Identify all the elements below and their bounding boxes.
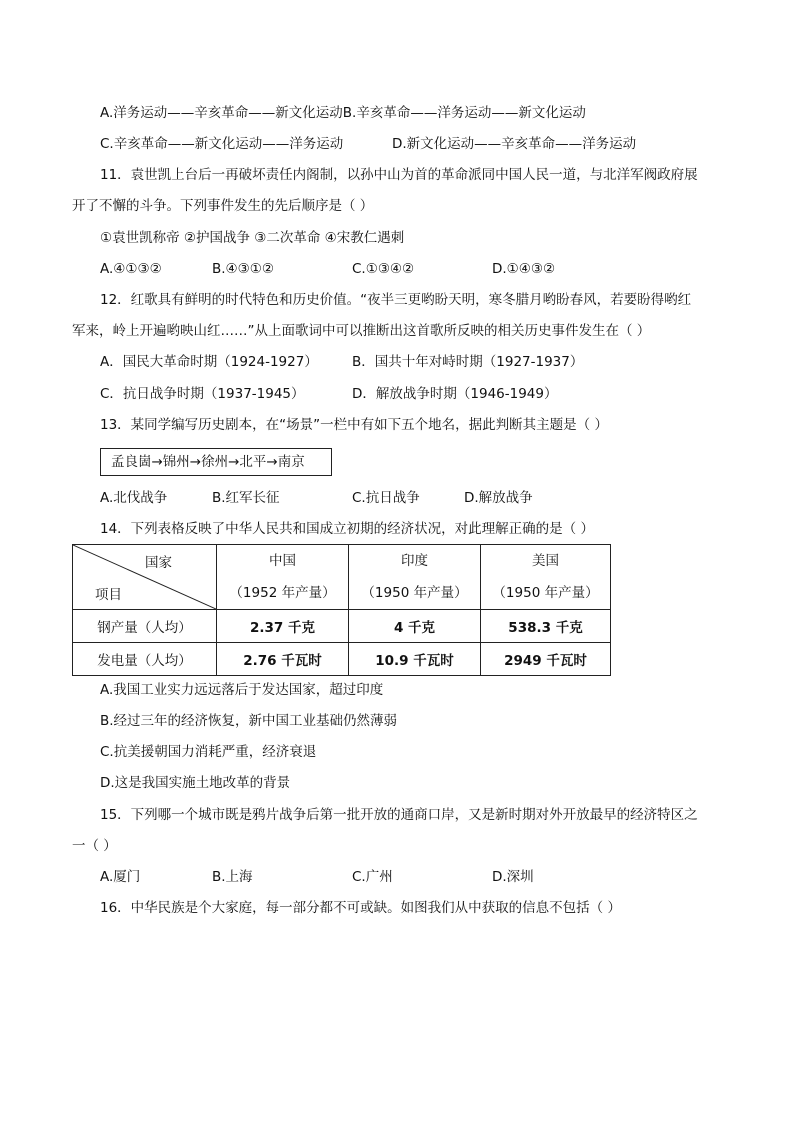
table-row	[73, 610, 611, 643]
table-row	[73, 643, 611, 676]
cell-value: 2.37 千克	[217, 610, 349, 643]
q12-stem-line-2: 军来，岭上开遍哟映山红……”从上面歌词中可以推断出这首歌所反映的相关历史事件发生在（ ）	[72, 323, 651, 339]
q11-stem-line-2: 开了不懈的斗争。下列事件发生的先后顺序是（ ）	[72, 198, 374, 214]
table-header-row	[73, 545, 611, 610]
table-header-india	[349, 545, 481, 610]
q13-option-a: A.北伐战争	[100, 490, 168, 506]
q15-stem-line-1: 15．下列哪一个城市既是鸦片战争后第一批开放的通商口岸，又是新时期对外开放最早的经济特区之	[100, 807, 698, 823]
q12-stem-line-1: 12．红歌具有鲜明的时代特色和历史价值。“夜半三更哟盼天明，寒冬腊月哟盼春风，若要盼得哟红	[100, 292, 692, 308]
q12-options-row-1	[100, 352, 583, 372]
header-year: （1952 年产量）	[229, 585, 336, 601]
q14-option-b: B.经过三年的经济恢复，新中国工业基础仍然薄弱	[100, 713, 398, 729]
corner-label-item: 项目	[95, 587, 122, 603]
q12-options-row-2	[100, 384, 557, 404]
q12-option-a: A．国民大革命时期（1924-1927）	[100, 354, 318, 370]
q13-option-c: C.抗日战争	[352, 490, 420, 506]
q12-option-c: C．抗日战争时期（1937-1945）	[100, 386, 305, 402]
q10-option-d: D.新文化运动——辛亥革命——洋务运动	[392, 136, 637, 152]
row-label-electricity: 发电量（人均）	[73, 643, 217, 676]
economy-comparison-table	[72, 544, 611, 676]
cell-value: 2.76 千瓦时	[217, 643, 349, 676]
q14-option-c: C.抗美援朝国力消耗严重，经济衰退	[100, 744, 317, 760]
q10-options-row-2	[100, 134, 636, 154]
q13-stem: 13．某同学编写历史剧本，在“场景”一栏中有如下五个地名，据此判断其主题是（ ）	[100, 417, 608, 433]
header-country: 中国	[269, 553, 296, 569]
q14-stem: 14．下列表格反映了中华人民共和国成立初期的经济状况，对此理解正确的是（ ）	[100, 521, 594, 537]
header-country: 美国	[532, 553, 559, 569]
q12-option-d: D．解放战争时期（1946-1949）	[352, 386, 558, 402]
header-country: 印度	[401, 553, 428, 569]
q11-option-c: C.①③④②	[352, 261, 415, 277]
q13-route-box: 孟良崮→锦州→徐州→北平→南京	[100, 448, 332, 476]
q14-option-d: D.这是我国实施土地改革的背景	[100, 775, 291, 791]
q13-options	[100, 488, 533, 508]
row-label-steel: 钢产量（人均）	[73, 610, 217, 643]
q16-stem: 16．中华民族是个大家庭，每一部分都不可或缺。如图我们从中获取的信息不包括（ ）	[100, 900, 621, 916]
q11-option-a: A.④①③②	[100, 261, 162, 277]
q11-options	[100, 259, 555, 279]
table-header-china	[217, 545, 349, 610]
q13-option-d: D.解放战争	[464, 490, 533, 506]
q15-options	[100, 867, 534, 887]
cell-value: 2949 千瓦时	[481, 643, 611, 676]
corner-label-country: 国家	[145, 555, 172, 571]
table-corner-cell	[73, 545, 217, 610]
q15-option-b: B.上海	[212, 869, 253, 885]
q11-events: ①袁世凯称帝 ②护国战争 ③二次革命 ④宋教仁遇刺	[100, 230, 405, 246]
q10-option-a: A.洋务运动——辛亥革命——新文化运动	[100, 105, 343, 121]
q15-option-a: A.厦门	[100, 869, 141, 885]
cell-value: 10.9 千瓦时	[349, 643, 481, 676]
cell-value: 538.3 千克	[481, 610, 611, 643]
q15-stem-line-2: 一（ ）	[72, 838, 117, 854]
header-year: （1950 年产量）	[361, 585, 468, 601]
table-header-usa	[481, 545, 611, 610]
q10-option-c: C.辛亥革命——新文化运动——洋务运动	[100, 136, 344, 152]
q10-option-b: B.辛亥革命——洋务运动——新文化运动	[342, 105, 586, 121]
q15-option-c: C.广州	[352, 869, 393, 885]
q11-option-d: D.①④③②	[492, 261, 556, 277]
cell-value: 4 千克	[349, 610, 481, 643]
q13-option-b: B.红军长征	[212, 490, 280, 506]
q11-stem-line-1: 11．袁世凯上台后一再破坏责任内阁制，以孙中山为首的革命派同中国人民一道，与北洋军阀政府展	[100, 167, 698, 183]
q15-option-d: D.深圳	[492, 869, 534, 885]
q14-option-a: A.我国工业实力远远落后于发达国家，超过印度	[100, 682, 384, 698]
q10-options-row-1	[100, 103, 586, 123]
q12-option-b: B．国共十年对峙时期（1927-1937）	[352, 354, 584, 370]
header-year: （1950 年产量）	[492, 585, 599, 601]
q11-option-b: B.④③①②	[212, 261, 274, 277]
